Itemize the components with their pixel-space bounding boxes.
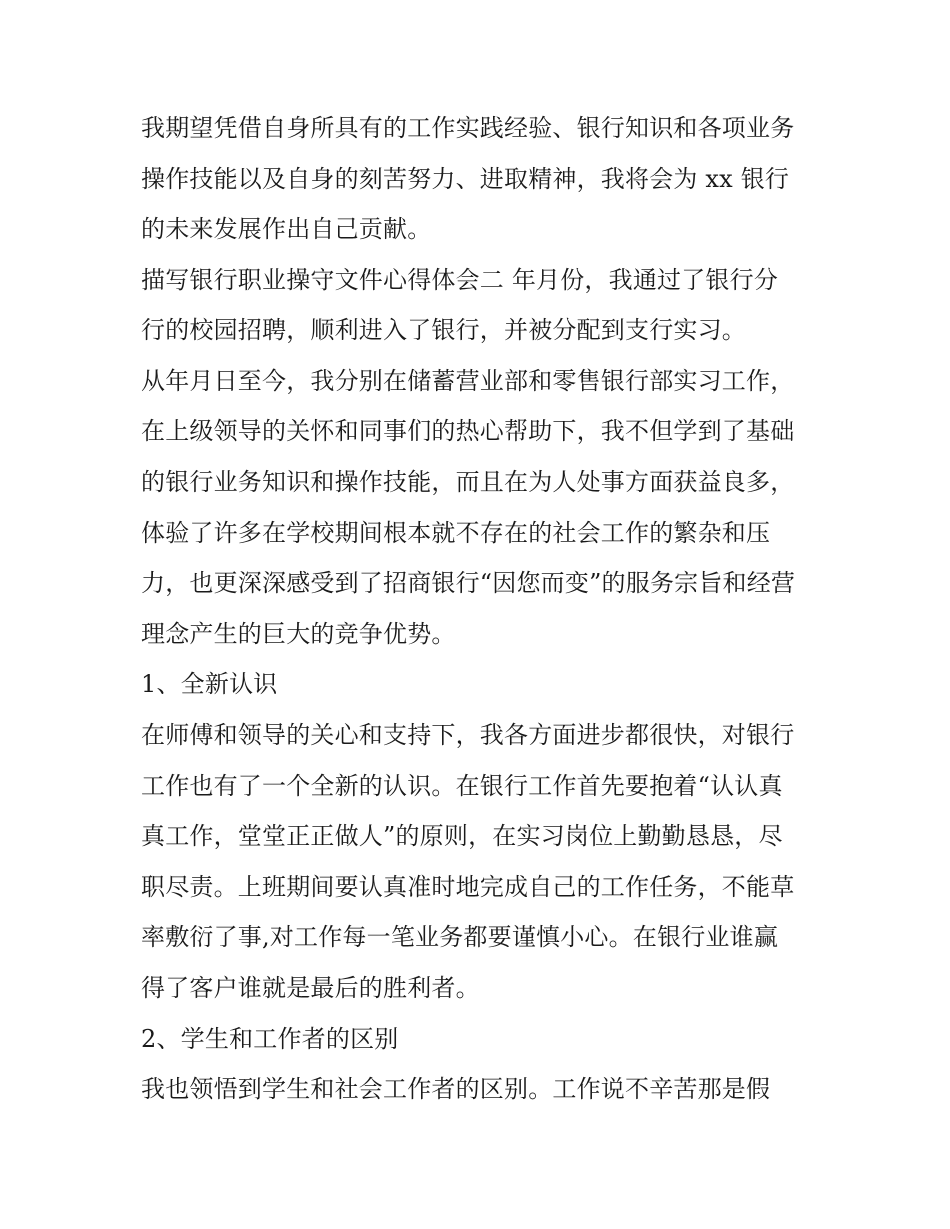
text-line-3: 的未来发展作出自己贡献。 — [141, 215, 432, 243]
text-line-7: 在上级领导的关怀和同事们的热心帮助下，我不但学到了基础 — [141, 417, 795, 445]
text-line-8: 的银行业务知识和操作技能，而且在为人处事方面获益良多， — [141, 468, 795, 496]
text-line-13: 在师傅和领导的关心和支持下，我各方面进步都很快，对银行 — [141, 721, 795, 749]
text-line-17: 率敷衍了事,对工作每一笔业务都要谨慎小心。在银行业谁赢 — [141, 923, 779, 951]
text-line-20: 我也领悟到学生和社会工作者的区别。工作说不辛苦那是假 — [141, 1075, 771, 1103]
text-line-4: 描写银行职业操守文件心得体会二 年月份，我通过了银行分 — [141, 266, 779, 294]
text-line-2: 操作技能以及自身的刻苦努力、进取精神，我将会为 xx 银行 — [141, 165, 790, 193]
text-line-11: 理念产生的巨大的竞争优势。 — [141, 620, 456, 648]
text-line-15: 真工作，堂堂正正做人”的原则，在实习岗位上勤勤恳恳，尽 — [141, 822, 783, 850]
text-line-14: 工作也有了一个全新的认识。在银行工作首先要抱着“认认真 — [141, 772, 783, 800]
text-line-16: 职尽责。上班期间要认真准时地完成自己的工作任务，不能草 — [141, 873, 795, 901]
text-line-9: 体验了许多在学校期间根本就不存在的社会工作的繁杂和压 — [141, 519, 771, 547]
text-line-18: 得了客户谁就是最后的胜利者。 — [141, 974, 480, 1002]
section-heading-1: 1、全新认识 — [141, 670, 278, 698]
section-heading-2: 2、学生和工作者的区别 — [141, 1025, 399, 1053]
text-line-1: 我期望凭借自身所具有的工作实践经验、银行知识和各项业务 — [141, 114, 795, 142]
text-line-6: 从年月日至今，我分别在储蓄营业部和零售银行部实习工作， — [141, 367, 795, 395]
text-line-5: 行的校园招聘，顺利进入了银行，并被分配到支行实习。 — [141, 316, 746, 344]
text-line-10: 力，也更深深感受到了招商银行“因您而变”的服务宗旨和经营 — [141, 569, 796, 597]
